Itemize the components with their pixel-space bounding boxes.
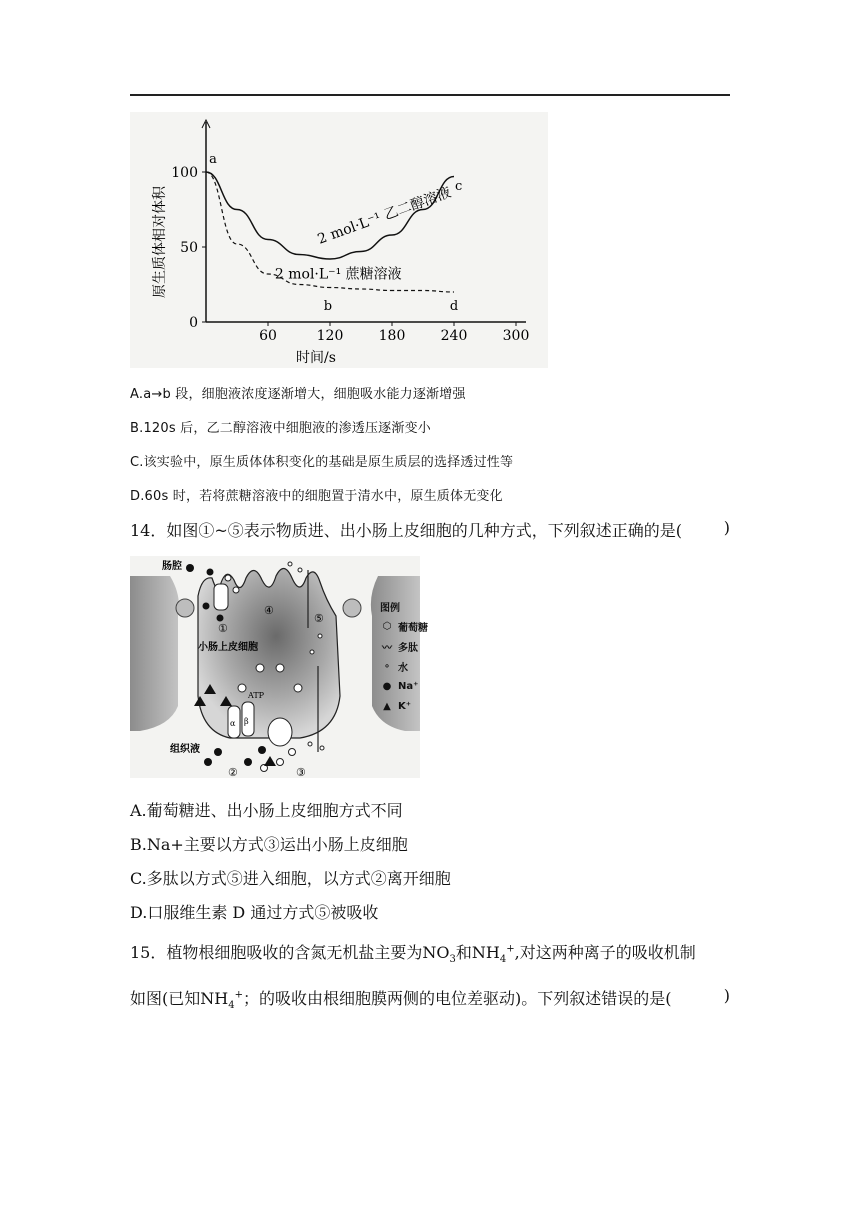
legend-na-label: Na⁺ (398, 680, 419, 692)
label-tissue-fluid: 组织液 (170, 744, 200, 755)
top-rule (130, 94, 730, 96)
triangle-icon: ▲ (383, 700, 391, 712)
tight-junction-right (343, 599, 361, 617)
legend-glucose (380, 616, 428, 636)
y-tick-label: 100 (171, 165, 198, 181)
legend-k-label: K⁺ (398, 700, 412, 712)
legend-polypeptide-label: 多肽 (398, 642, 418, 654)
x-tick-label: 300 (502, 328, 530, 344)
q15-text-c: 如图(已知 (130, 989, 201, 1008)
q14-option-d: D.口服维生素 D 通过方式⑤被吸收 (130, 903, 379, 922)
hexagon-icon: ⬡ (382, 620, 392, 632)
y-axis-label: 原生质体相对体积 (152, 186, 168, 298)
line-chart (130, 112, 548, 368)
no3-formula (422, 943, 456, 966)
left-neighbor-cell (130, 576, 179, 731)
x-tick-label: 60 (259, 328, 277, 344)
label-atp: ATP (248, 691, 265, 700)
legend-k (380, 696, 428, 716)
x-tick-label: 180 (378, 328, 406, 344)
series-label-sucrose: 2 mol·L⁻¹ 蔗糖溶液 (274, 266, 402, 283)
cell-diagram (130, 556, 420, 778)
chart-figure (130, 112, 548, 368)
label-lumen: 肠腔 (162, 561, 182, 572)
q14-paren: ) (723, 518, 730, 537)
q15-line1 (130, 940, 730, 965)
legend (380, 596, 428, 716)
x-axis-label: 时间/s (296, 350, 336, 366)
q14-stem-text: 14．如图①~⑤表示物质进、出小肠上皮细胞的几种方式，下列叙述正确的是( (130, 521, 683, 540)
mark-5: ⑤ (314, 612, 324, 625)
q15-and: 和 (455, 943, 472, 962)
mark-1: ① (218, 622, 228, 635)
q15-text-a: 15．植物根细胞吸收的含氮无机盐主要为 (130, 943, 423, 962)
point-label-b: b (323, 299, 333, 314)
legend-glucose-label: 葡萄糖 (398, 622, 428, 634)
label-alpha: α (230, 719, 236, 728)
nh4-formula-2 (200, 989, 243, 1012)
y-tick-label: 0 (189, 315, 198, 331)
nh4-sub-2: 4 (228, 1000, 235, 1012)
nh4-sup-2: + (234, 989, 243, 1001)
carrier-top (214, 584, 228, 610)
nh4-base-2: NH (200, 989, 229, 1008)
q15-line2 (130, 986, 730, 1011)
point-label-c: c (455, 179, 463, 194)
q14-option-c: C.多肽以方式⑤进入细胞，以方式②离开细胞 (130, 869, 451, 888)
nh4-sub: 4 (499, 954, 507, 966)
q14-stem (130, 518, 730, 541)
squiggle-icon: 〰 (382, 642, 392, 654)
mark-2: ② (228, 766, 238, 778)
nh4-sup: + (506, 943, 515, 955)
tight-junction-left (176, 599, 194, 617)
q15-text-d: ；的吸收由根细胞膜两侧的电位差驱动)。下列叙述错误的是( (242, 989, 672, 1008)
legend-title: 图例 (380, 602, 400, 614)
series-label-glycol: 2 mol·L⁻¹ 乙二醇溶液 (315, 184, 454, 248)
mark-3: ③ (296, 766, 306, 778)
small-circle-icon: ∘ (383, 660, 391, 672)
series-line-0 (206, 172, 454, 259)
nh4-base: NH (471, 943, 500, 962)
q15-paren: ) (723, 986, 730, 1005)
point-label-d: d (449, 299, 459, 314)
point-label-a: a (209, 152, 217, 167)
q13-option-a: A.a→b 段，细胞液浓度逐渐增大，细胞吸水能力逐渐增强 (130, 387, 466, 402)
y-tick-label: 50 (180, 240, 198, 256)
no3-sub: 3 (449, 954, 456, 966)
label-beta: β (244, 717, 249, 726)
q13-option-d: D.60s 时，若将蔗糖溶液中的细胞置于清水中，原生质体无变化 (130, 489, 503, 504)
x-tick-label: 120 (316, 328, 344, 344)
mark-4: ④ (264, 604, 274, 617)
nh4-formula (471, 943, 515, 966)
label-cell: 小肠上皮细胞 (198, 642, 258, 653)
legend-water (380, 656, 428, 676)
no3-base: NO (422, 943, 450, 962)
legend-na (380, 676, 428, 696)
q14-option-a: A.葡萄糖进、出小肠上皮细胞方式不同 (130, 801, 403, 820)
q15-text-b: ,对这两种离子的吸收机制 (514, 943, 696, 962)
q14-option-b: B.Na+主要以方式③运出小肠上皮细胞 (130, 835, 408, 854)
x-tick-label: 240 (440, 328, 468, 344)
legend-polypeptide (380, 636, 428, 656)
cell-diagram-svg (130, 556, 420, 778)
q13-option-c: C.该实验中，原生质体体积变化的基础是原生质层的选择透过性等 (130, 455, 514, 470)
q13-option-b: B.120s 后，乙二醇溶液中细胞液的渗透压逐渐变小 (130, 421, 431, 436)
channel-protein (268, 718, 292, 746)
legend-water-label: 水 (398, 662, 408, 674)
filled-circle-icon: ● (382, 680, 392, 692)
